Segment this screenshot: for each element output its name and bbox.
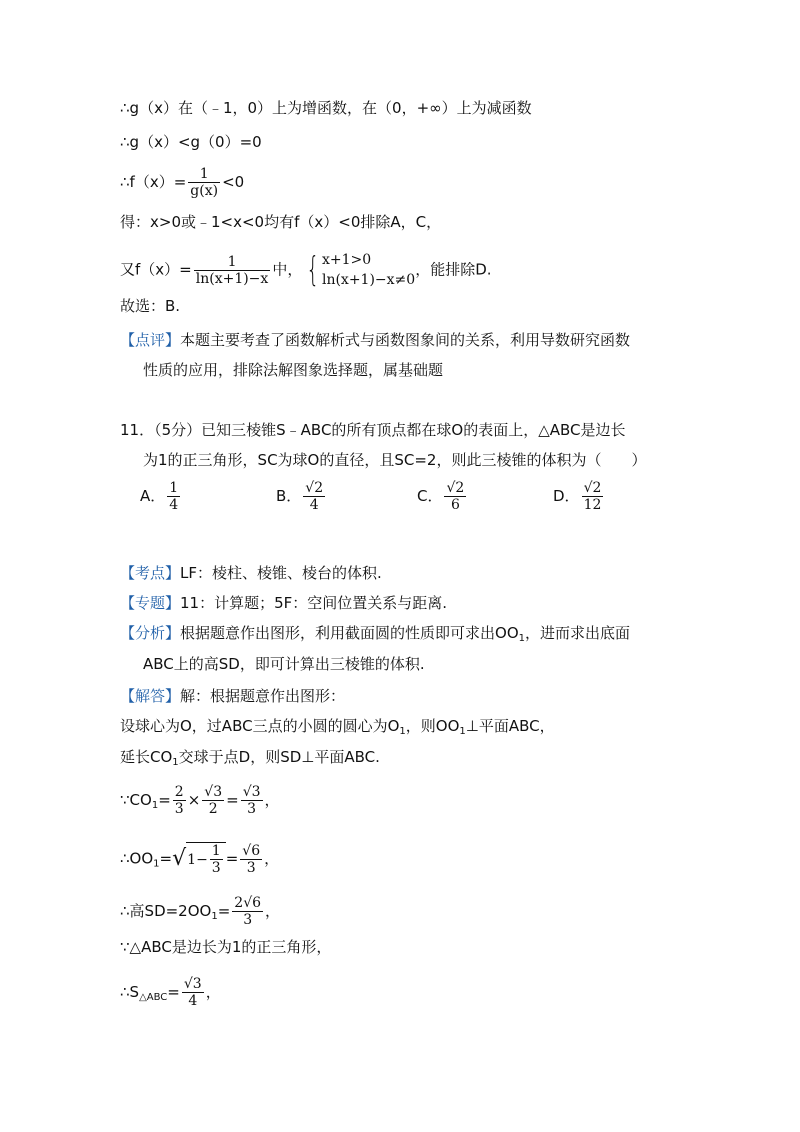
line-exclude-d [120, 250, 492, 290]
text: ∴f（x）= [120, 173, 187, 191]
text: ， [265, 902, 281, 920]
text: = [217, 902, 231, 920]
text: 中， [272, 260, 303, 279]
fraction [303, 480, 325, 513]
numerator: √3 [204, 784, 223, 800]
system-row: x+1>0 [321, 252, 372, 268]
denominator: 4 [182, 992, 204, 1009]
text: ， [264, 791, 280, 809]
fraction [182, 976, 204, 1009]
numerator: √6 [242, 842, 261, 859]
subscript: 1 [153, 858, 160, 870]
text: 又f（x）= [120, 260, 192, 279]
text: 本题主要考查了函数解析式与函数图象间的关系，利用导数研究函数 [180, 331, 631, 349]
line-triangle: ∵△ABC是边长为1的正三角形， [120, 938, 332, 956]
fenxi-tag: 【分析】 [120, 624, 181, 642]
text: = [158, 791, 171, 809]
option-b [276, 480, 327, 513]
text: ， [264, 849, 280, 868]
text: <0 [222, 173, 245, 191]
fraction [444, 480, 466, 513]
fraction [194, 254, 271, 287]
denominator: 4 [169, 497, 179, 513]
line-exclude-ac: 得：x>0或﹣1<x<0均有f（x）<0排除A，C， [120, 213, 442, 231]
text: 延长CO [120, 748, 173, 766]
fenxi-line [120, 623, 630, 649]
subscript: 1 [459, 726, 466, 737]
question-line-2: 为1的正三角形，SC为球O的直径，且SC=2，则此三棱锥的体积为（ ） [143, 451, 647, 469]
equation-oo1 [120, 842, 279, 876]
fraction [582, 480, 604, 513]
numerator: 1 [211, 843, 221, 859]
subscript: 1 [518, 633, 526, 644]
line-f-expression [120, 166, 244, 199]
text: 11：计算题；5F：空间位置关系与距离. [180, 594, 448, 612]
line-review-cont: 性质的应用，排除法解图象选择题，属基础题 [143, 361, 444, 379]
text: 设球心为O，过ABC三点的小圆的圆心为O [120, 717, 400, 735]
denominator: 2 [202, 800, 224, 817]
line-answer: 故选：B. [120, 297, 181, 315]
denominator: 3 [241, 800, 263, 817]
text: 根据题意作出图形，利用截面圆的性质即可求出OO [180, 624, 519, 642]
equation-system [322, 250, 415, 290]
fraction [167, 480, 180, 513]
text: 解：根据题意作出图形： [180, 687, 346, 705]
option-label: C． [417, 487, 443, 505]
denominator: 4 [303, 496, 325, 513]
zhuanti-tag: 【专题】 [120, 594, 181, 612]
zhuanti-line [120, 593, 447, 613]
numerator: √2 [305, 480, 324, 496]
review-tag: 【点评】 [120, 331, 181, 349]
radicand [186, 842, 226, 876]
denominator: g(x) [190, 183, 219, 199]
text: = [159, 849, 173, 868]
kaodian-tag: 【考点】 [120, 564, 181, 582]
solution-line-2 [120, 747, 380, 773]
option-d [553, 480, 605, 513]
denominator: 3 [211, 860, 221, 876]
jieda-line [120, 686, 345, 706]
equation-area [120, 976, 221, 1009]
option-label: A． [140, 487, 166, 505]
question-line-1: 11．（5分）已知三棱锥S﹣ABC的所有顶点都在球O的表面上，△ABC是边长 [120, 421, 626, 439]
numerator: √3 [242, 784, 261, 800]
denominator: 6 [444, 496, 466, 513]
line-review [120, 330, 630, 350]
denominator: 3 [174, 801, 184, 817]
subscript: 1 [172, 757, 179, 768]
fraction [210, 843, 223, 876]
subscript: 1 [399, 726, 406, 737]
text: ， [205, 983, 221, 1001]
kaodian-line [120, 563, 382, 583]
equation-co1 [120, 784, 280, 817]
fraction [188, 166, 220, 199]
denominator: 3 [232, 911, 263, 928]
fraction [173, 784, 186, 817]
text: ∴OO [120, 849, 154, 868]
numerator: √2 [446, 480, 465, 496]
denominator: 12 [583, 497, 602, 513]
text: = [225, 849, 239, 868]
option-c [417, 480, 468, 513]
denominator: 3 [240, 859, 262, 876]
option-label: B． [276, 487, 302, 505]
denominator: ln(x+1)−x [195, 270, 269, 287]
text: = [167, 983, 180, 1001]
text: ∵CO [120, 791, 152, 809]
text: ∴S [120, 983, 140, 1001]
text: ，能排除D. [415, 260, 492, 279]
numerator: 2√6 [234, 895, 262, 911]
radical-sign-icon: √ [172, 846, 187, 871]
subscript: 1 [211, 911, 218, 922]
numerator: √3 [183, 976, 202, 992]
fraction [240, 843, 262, 876]
text: ⊥平面ABC， [465, 717, 555, 735]
option-label: D． [553, 487, 580, 505]
subscript: △ABC [139, 992, 168, 1003]
numerator: 2 [174, 784, 184, 800]
text: 交球于点D，则SD⊥平面ABC. [178, 748, 380, 766]
fenxi-line-2: ABC上的高SD，即可计算出三棱锥的体积. [143, 655, 425, 673]
text: = [226, 791, 239, 809]
fraction [241, 784, 263, 817]
line-g-monotonic: ∴g（x）在（﹣1，0）上为增函数，在（0，+∞）上为减函数 [120, 99, 532, 117]
fraction [232, 895, 263, 928]
jieda-tag: 【解答】 [120, 687, 181, 705]
text: 1− [187, 852, 208, 868]
text: ，则OO [405, 717, 460, 735]
numerator: √2 [583, 480, 602, 496]
subscript: 1 [151, 800, 159, 811]
numerator: 1 [199, 166, 209, 182]
option-a [140, 480, 182, 513]
fraction [202, 784, 224, 817]
text: × [187, 791, 201, 809]
solution-line-1 [120, 716, 555, 742]
text: ，进而求出底面 [525, 624, 631, 642]
line-g-less: ∴g（x）<g（0）=0 [120, 133, 262, 151]
numerator: 1 [227, 253, 237, 270]
numerator: 1 [169, 480, 179, 496]
text: LF：棱柱、棱锥、棱台的体积. [180, 564, 382, 582]
equation-sd [120, 895, 280, 928]
system-row: ln(x+1)−x≠0 [321, 272, 416, 288]
text: ∴高SD=2OO [120, 902, 212, 920]
brace-icon: { [306, 250, 320, 290]
